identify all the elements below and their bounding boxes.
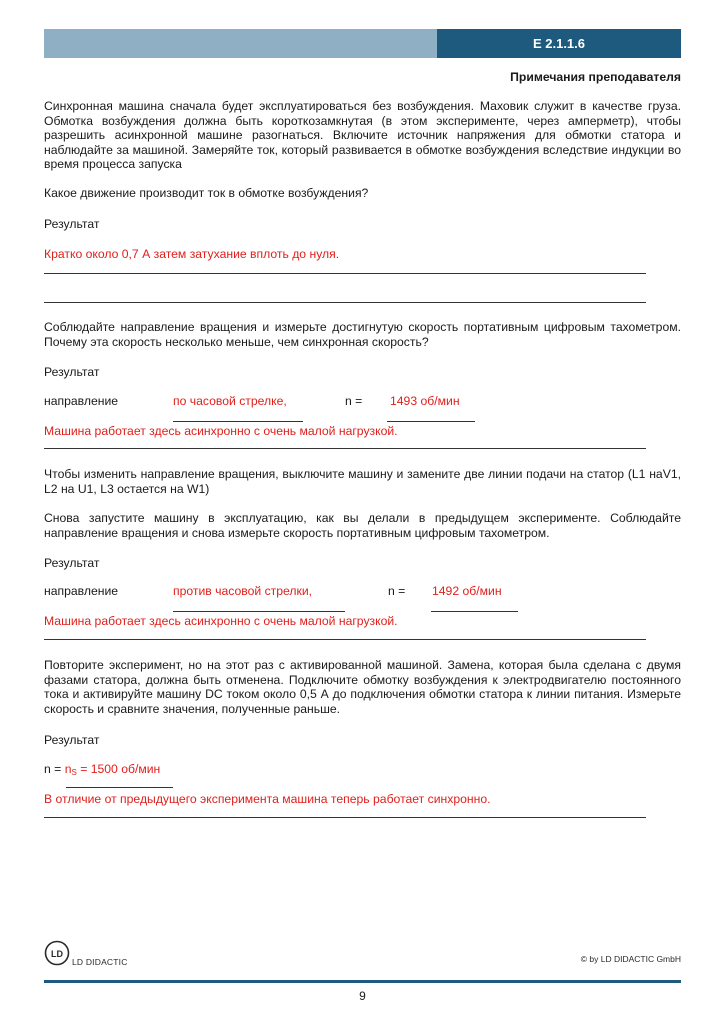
header-band-light <box>44 29 437 58</box>
section4-n-prefix: n = <box>44 762 62 776</box>
section3-direction-label: направление <box>44 584 119 598</box>
section4-speed-formula <box>44 762 160 781</box>
footer-rule <box>44 980 681 983</box>
section2-result-label: Результат <box>44 365 100 379</box>
section1-result-label: Результат <box>44 217 100 231</box>
speed-underline <box>387 421 475 422</box>
section4-result-label: Результат <box>44 733 100 747</box>
section4-n-value: = 1500 об/мин <box>80 762 161 776</box>
section3-intro1: Чтобы изменить направление вращения, выключите машину и замените две линии подачи на статор (L1 наV1, L2 на U1, L3 остается на W1) <box>44 467 681 496</box>
section1-question: Какое движение производит ток в обмотке возбуждения? <box>44 186 369 200</box>
page-subtitle: Примечания преподавателя <box>510 70 681 84</box>
section4-answer: В отличие от предыдущего эксперимента машина теперь работает синхронно. <box>44 792 491 806</box>
section3-n-label: n = <box>388 584 406 598</box>
copyright: © by LD DIDACTIC GmbH <box>580 954 681 964</box>
section3-direction-value: против часовой стрелки, <box>173 584 313 598</box>
logo-mark: LD <box>51 949 63 959</box>
section3-answer: Машина работает здесь асинхронно с очень малой нагрузкой. <box>44 614 398 628</box>
answer-line <box>44 817 646 818</box>
section1-intro: Синхронная машина сначала будет эксплуатироваться без возбуждения. Маховик служит в качестве груза. Обмотка возбуждения должна быть короткозамкнутая (в этом эксперименте, через амперметр), чтобы разрешить асинхронной машине разогнаться. Включите источник напряжения для обмотки статора и наблюдайте за машиной. Замеряйте ток, который развивается в обмотке возбуждения вследствие индукции во время процесса запуска <box>44 99 681 172</box>
section2-answer: Машина работает здесь асинхронно с очень малой нагрузкой. <box>44 424 398 438</box>
section4-intro: Повторите эксперимент, но на этот раз с активированной машиной. Замена, которая была сделана с двумя фазами статора, должна быть отменена. Подключите обмотку возбуждения к электродвигателю постоянного тока и активируйте машину DC током около 0,5 А до подключения обмотки статора к линии питания. Измерьте скорость и сравните значения, полученные раньше. <box>44 658 681 716</box>
experiment-code: E 2.1.1.6 <box>532 36 586 51</box>
speed-underline <box>431 611 518 612</box>
answer-line <box>44 302 646 303</box>
section2-direction-value: по часовой стрелке, <box>173 394 287 408</box>
ld-didactic-logo-icon <box>44 940 70 966</box>
speed-underline <box>66 787 173 788</box>
section1-answer: Кратко около 0,7 А затем затухание вплоть до нуля. <box>44 247 340 261</box>
section4-n-symbol: $n_S$ <box>64 762 77 777</box>
section2-n-value: 1493 об/мин <box>390 394 460 408</box>
answer-line <box>44 639 646 640</box>
logo-text: LD DIDACTIC <box>72 957 128 967</box>
section2-direction-label: направление <box>44 394 119 408</box>
answer-line <box>44 273 646 274</box>
section3-result-label: Результат <box>44 556 100 570</box>
section2-intro: Соблюдайте направление вращения и измерьте достигнутую скорость портативным цифровым тахометром. Почему эта скорость несколько меньше, чем синхронная скорость? <box>44 320 681 349</box>
section3-n-value: 1492 об/мин <box>432 584 502 598</box>
section2-n-label: n = <box>345 394 363 408</box>
answer-line <box>44 448 646 449</box>
section3-intro2: Снова запустите машину в эксплуатацию, как вы делали в предыдущем эксперименте. Соблюдайте направление вращения и снова измерьте скорость портативным цифровым тахометром. <box>44 511 681 540</box>
direction-underline <box>173 611 345 612</box>
page-number: 9 <box>359 989 366 1003</box>
direction-underline <box>173 421 303 422</box>
